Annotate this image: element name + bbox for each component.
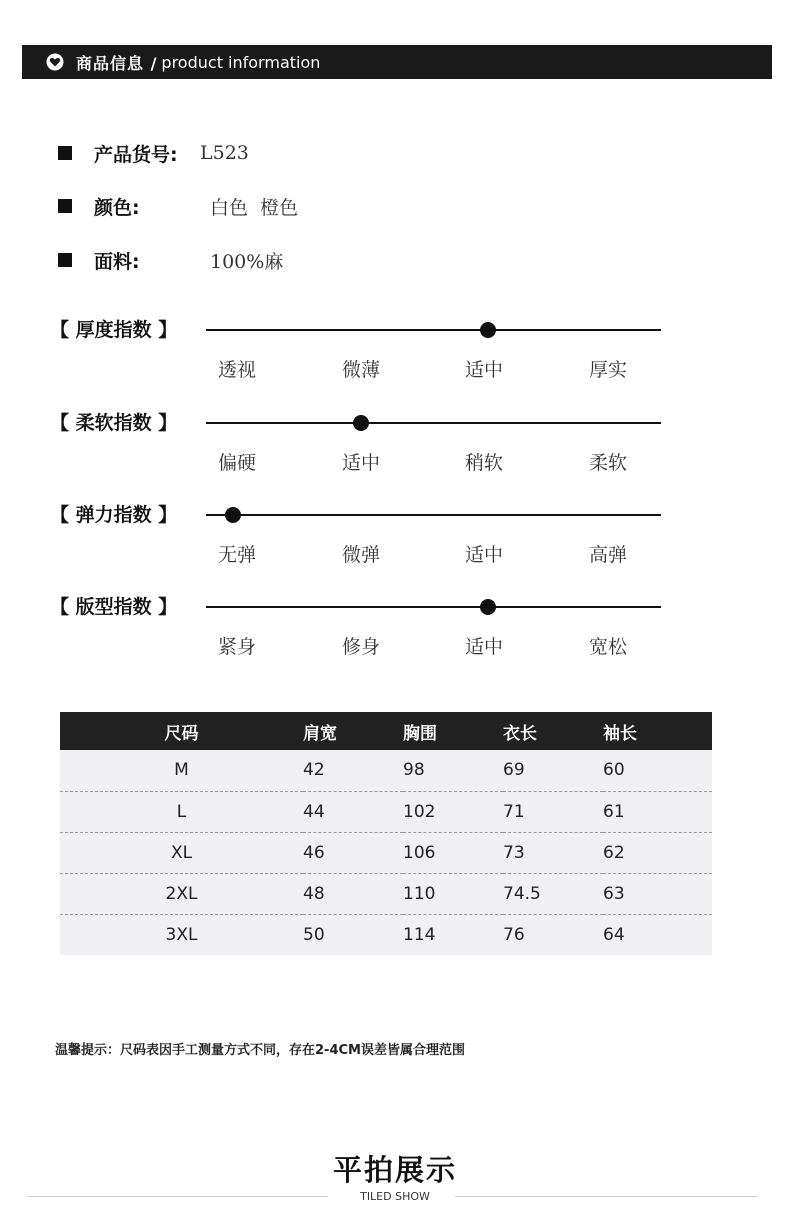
index-tick: 宽松 bbox=[588, 636, 627, 658]
table-cell: 42 bbox=[303, 750, 403, 791]
table-row bbox=[60, 832, 712, 873]
info-label: 产品货号: bbox=[94, 143, 178, 166]
index-track bbox=[206, 606, 661, 608]
table-cell: 69 bbox=[503, 750, 603, 791]
bullet-square bbox=[58, 199, 72, 213]
index-tick: 适中 bbox=[464, 359, 503, 381]
index-tick: 紧身 bbox=[217, 636, 256, 658]
section-subtitle-tiled: TILED SHOW bbox=[360, 1190, 430, 1203]
index-label: 【 柔软指数 】 bbox=[50, 412, 178, 434]
table-cell-size: M bbox=[60, 750, 303, 791]
table-cell: 64 bbox=[603, 914, 712, 955]
info-value: 白色 橙色 bbox=[210, 196, 299, 219]
index-tick: 偏硬 bbox=[217, 452, 256, 474]
info-row-fabric bbox=[58, 245, 283, 275]
info-row-sku bbox=[58, 138, 249, 168]
table-cell: 73 bbox=[503, 832, 603, 873]
table-cell-size: L bbox=[60, 791, 303, 832]
table-cell: 76 bbox=[503, 914, 603, 955]
index-label: 【 版型指数 】 bbox=[50, 596, 178, 618]
index-marker bbox=[353, 415, 369, 431]
table-cell: 71 bbox=[503, 791, 603, 832]
index-tick: 适中 bbox=[341, 452, 380, 474]
table-header: 袖长 bbox=[603, 712, 712, 750]
section-title-tiled: 平拍展示 bbox=[332, 1153, 457, 1187]
size-note: 温馨提示：尺码表因手工测量方式不同，存在2-4CM误差皆属合理范围 bbox=[55, 1043, 465, 1058]
table-header: 衣长 bbox=[503, 712, 603, 750]
table-cell: 60 bbox=[603, 750, 712, 791]
index-thickness bbox=[50, 313, 750, 381]
table-header: 胸围 bbox=[403, 712, 503, 750]
table-cell: 48 bbox=[303, 873, 403, 914]
size-table bbox=[60, 712, 712, 955]
table-cell: 50 bbox=[303, 914, 403, 955]
table-row bbox=[60, 750, 712, 791]
header-title-zh: 商品信息 / bbox=[76, 53, 158, 73]
table-header: 肩宽 bbox=[303, 712, 403, 750]
index-tick: 适中 bbox=[464, 544, 503, 566]
table-row bbox=[60, 914, 712, 955]
bullet-square bbox=[58, 146, 72, 160]
index-elasticity bbox=[50, 498, 750, 566]
section-header bbox=[22, 45, 772, 79]
header-title-en: product information bbox=[161, 52, 321, 72]
index-marker bbox=[225, 507, 241, 523]
table-cell: 62 bbox=[603, 832, 712, 873]
table-cell-size: 3XL bbox=[60, 914, 303, 955]
index-tick: 高弹 bbox=[588, 544, 627, 566]
index-tick: 厚实 bbox=[588, 359, 627, 381]
info-row-color bbox=[58, 191, 298, 221]
table-cell: 98 bbox=[403, 750, 503, 791]
index-tick: 适中 bbox=[464, 636, 503, 658]
table-cell: 102 bbox=[403, 791, 503, 832]
table-cell-size: 2XL bbox=[60, 873, 303, 914]
index-fit bbox=[50, 590, 750, 658]
table-cell: 44 bbox=[303, 791, 403, 832]
table-header: 尺码 bbox=[60, 712, 303, 750]
table-cell: 63 bbox=[603, 873, 712, 914]
table-cell: 110 bbox=[403, 873, 503, 914]
index-tick: 微薄 bbox=[341, 359, 380, 381]
index-marker bbox=[480, 322, 496, 338]
info-value: 100%麻 bbox=[210, 250, 284, 273]
table-cell: 74.5 bbox=[503, 873, 603, 914]
index-tick: 稍软 bbox=[464, 452, 503, 474]
index-track bbox=[206, 422, 661, 424]
index-softness bbox=[50, 406, 750, 474]
index-tick: 柔软 bbox=[588, 452, 627, 474]
index-marker bbox=[480, 599, 496, 615]
table-cell: 61 bbox=[603, 791, 712, 832]
table-row bbox=[60, 791, 712, 832]
index-tick: 透视 bbox=[217, 359, 256, 381]
table-cell: 114 bbox=[403, 914, 503, 955]
index-tick: 无弹 bbox=[217, 544, 256, 566]
index-track bbox=[206, 329, 661, 331]
table-cell: 106 bbox=[403, 832, 503, 873]
info-label: 面料: bbox=[94, 250, 140, 273]
info-label: 颜色: bbox=[94, 196, 140, 219]
index-track bbox=[206, 514, 661, 516]
info-value: L523 bbox=[200, 142, 249, 164]
table-row bbox=[60, 873, 712, 914]
table-cell: 46 bbox=[303, 832, 403, 873]
table-header-row bbox=[60, 712, 712, 750]
index-label: 【 厚度指数 】 bbox=[50, 319, 178, 341]
heart-badge-icon bbox=[46, 53, 64, 71]
index-tick: 微弹 bbox=[341, 544, 380, 566]
index-tick: 修身 bbox=[341, 636, 380, 658]
index-label: 【 弹力指数 】 bbox=[50, 504, 178, 526]
bullet-square bbox=[58, 253, 72, 267]
table-cell-size: XL bbox=[60, 832, 303, 873]
